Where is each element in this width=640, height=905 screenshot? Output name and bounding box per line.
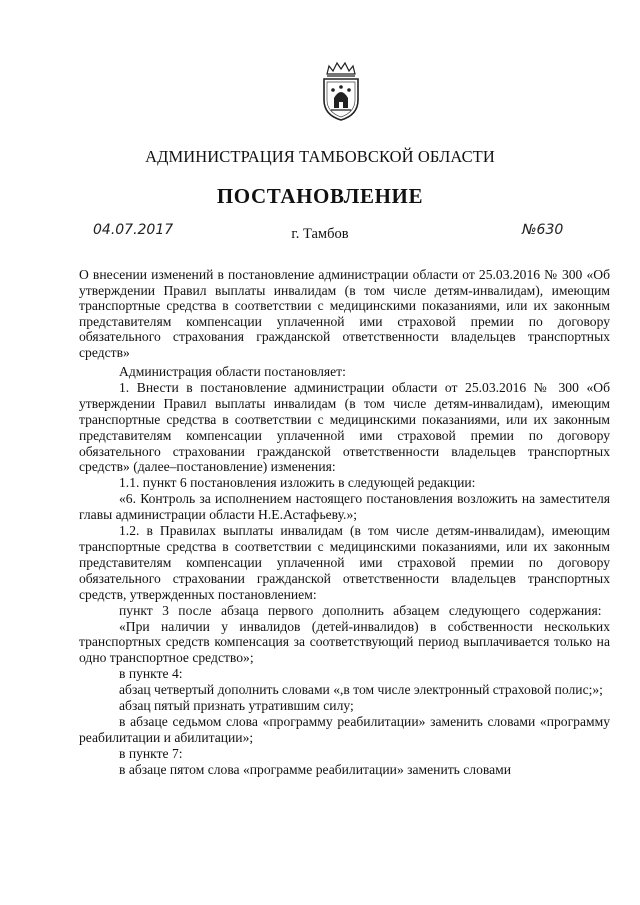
paragraph-point-7: в пункте 7: [119, 745, 183, 761]
paragraph-point-3: пункт 3 после абзаца первого дополнить абзацем следующего содержания: [119, 602, 602, 618]
document-number: №630 [522, 222, 564, 238]
document-subject: О внесении изменений в постановление администрации области от 25.03.2016 № 300 «Об утверждении Правил выплаты инвалидам (в том числе детям-инвалидам), имеющим транспортные средства в соответствии с медицинскими показаниями, или их законным представителям компенсации уплаченной ими страховой премии по договору обязательного страхования гражданской ответственности владельцев транспортных средств» [79, 267, 610, 360]
paragraph-point-4-c: в абзаце седьмом слова «программу реабилитации» заменить словами «программу реабилитации и абилитации»; [79, 713, 610, 745]
paragraph-item-1-2: 1.2. в Правилах выплаты инвалидам (в том числе детям-инвалидам), имеющим транспортные средства в соответствии с медицинскими показаниями, или их законным представителям компенсации уплаченной ими страховой премии по договору обязательного страховании гражданской ответственности владельцев транспортных средств, утвержденных постановлением: [79, 523, 610, 602]
document-date: 04.07.2017 [93, 222, 174, 238]
document-title: ПОСТАНОВЛЕНИЕ [216, 184, 424, 208]
paragraph-point-3-text: «При наличии у инвалидов (детей-инвалидов) в собственности нескольких транспортных средств компенсация за соответствующий период выплачивается только на одно транспортное средство»; [79, 618, 610, 666]
paragraph-preamble: Администрация области постановляет: [119, 364, 346, 379]
organization-name: АДМИНИСТРАЦИЯ ТАМБОВСКОЙ ОБЛАСТИ [145, 147, 495, 166]
paragraph-item-1: 1. Внести в постановление администрации области от 25.03.2016 № 300 «Об утверждении Правил выплаты инвалидам (в том числе детям-инвалидам), имеющим транспортные средства в соответствии с медицинскими показаниями, или их законным представителям компенсации уплаченной ими страховой премии по договору обязательного страховании гражданской ответственности владельцев транспортных средств» (далее–постановление) изменения: [79, 379, 610, 475]
tambov-coat-of-arms-icon [318, 60, 364, 122]
paragraph-point-7-a: в абзаце пятом слова «программе реабилитации» заменить словами [119, 761, 512, 777]
paragraph-item-1-1-text: «6. Контроль за исполнением настоящего постановления возложить на заместителя главы администрации области Н.Е.Астафьеву.»; [79, 491, 610, 523]
paragraph-point-4: в пункте 4: [119, 666, 183, 682]
document-body [79, 364, 610, 778]
paragraph-point-4-b: абзац пятый признать утратившим силу; [119, 698, 354, 714]
paragraph-point-4-a: абзац четвертый дополнить словами «,в том числе электронный страховой полис;»; [119, 682, 603, 698]
document-city: г. Тамбов [291, 226, 349, 242]
paragraph-item-1-1: 1.1. пункт 6 постановления изложить в следующей редакции: [119, 475, 476, 491]
